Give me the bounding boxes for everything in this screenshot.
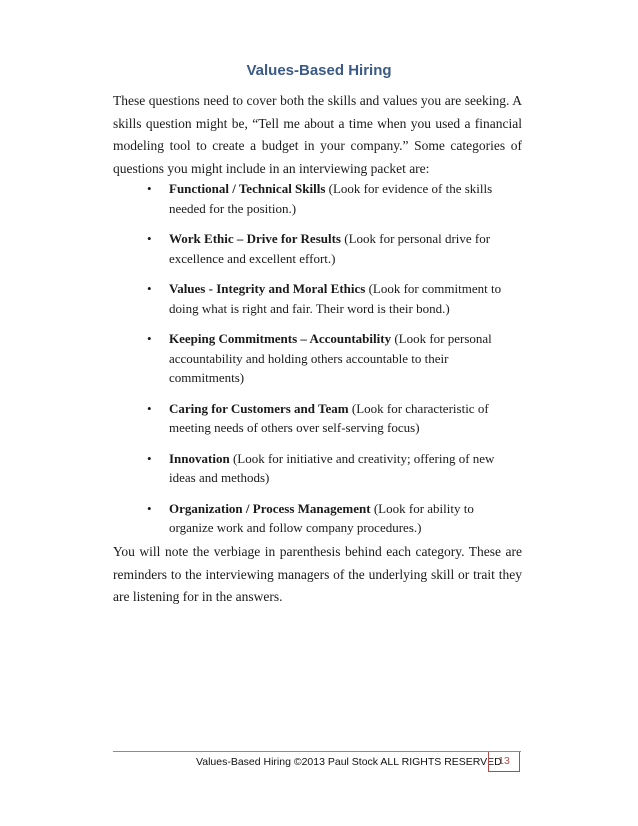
category-term: Innovation [169,450,230,466]
bullet-icon: • [147,281,152,296]
page-title: Values-Based Hiring [246,62,392,79]
category-note: (Look for characteristic of meeting needs of others over self-serving focus) [169,400,489,435]
category-term: Functional / Technical Skills [169,181,326,196]
intro-paragraph: These questions need to cover both the skills and values you are seeking. A skills question might be, “Tell me about a time when you used a financial modeling tool to create a budget in your company.” Some categories of questions you might include in an interviewing packet are: [113,93,522,176]
category-list [147,179,517,549]
page-number: 13 [488,752,520,772]
category-note: (Look for personal drive for excellence and excellent effort.) [169,231,491,266]
bullet-icon: • [147,331,152,346]
bullet-icon: • [147,400,152,416]
list-item [147,229,517,268]
category-term: Values - Integrity and Moral Ethics [169,281,366,296]
footer-text: Values-Based Hiring ©2013 Paul Stock ALL RIGHTS RESERVED [196,756,502,768]
bullet-icon: • [147,231,152,246]
bullet-icon: • [147,500,152,516]
footer-divider [113,751,521,752]
category-note: (Look for evidence of the skills needed for the position.) [169,181,493,216]
category-term: Organization / Process Management [169,500,371,516]
category-note: (Look for personal accountability and holding others accountable to their commitments) [169,331,492,385]
category-note: (Look for commitment to doing what is right and fair. Their word is their bond.) [169,281,502,316]
bullet-icon: • [147,181,152,196]
category-note: (Look for ability to organize work and follow company procedures.) [169,500,474,535]
category-term: Work Ethic – Drive for Results [169,231,341,246]
bullet-icon: • [147,450,152,466]
closing-paragraph: You will note the verbiage in parenthesis behind each category. These are reminders to the interviewing managers of the underlying skill or trait they are listening for in the answers. [113,544,522,605]
category-note: (Look for initiative and creativity; offering of new ideas and methods) [169,450,495,485]
category-term: Keeping Commitments – Accountability [169,331,392,346]
list-item [147,279,517,318]
list-item [147,179,517,218]
category-term: Caring for Customers and Team [169,400,349,416]
list-item [147,329,517,388]
list-item [147,399,517,438]
list-item [147,499,517,538]
list-item [147,449,517,488]
